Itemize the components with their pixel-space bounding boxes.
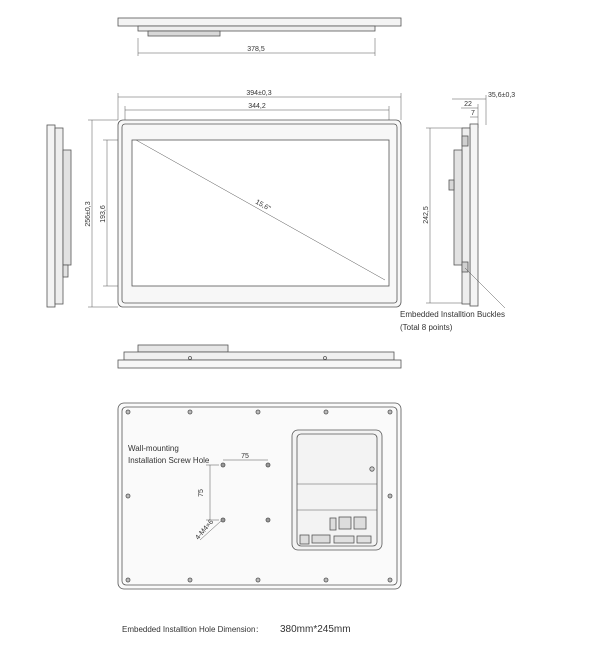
usb-port <box>330 518 336 530</box>
top-view-body <box>138 26 375 31</box>
buckle-top <box>462 136 468 146</box>
terminal-block-2 <box>357 536 371 543</box>
power-jack <box>300 535 309 544</box>
hole-spacing-v-label: 75 <box>198 489 205 497</box>
hole-dimension-caption: Embedded Installtion Hole Dimension： <box>122 625 264 634</box>
buckle-bottom <box>462 262 468 272</box>
top-view-bezel <box>118 18 401 26</box>
bottom-view <box>118 345 401 368</box>
rear-view <box>118 403 401 589</box>
screw-spec-label: 4-M4×6 <box>194 518 216 542</box>
com-port <box>312 535 330 543</box>
depth-b-label: 7 <box>471 110 475 117</box>
wall-note-line1: Wall-mounting <box>128 444 179 453</box>
top-width-label: 378,5 <box>247 46 265 53</box>
outer-width-label: 394±0,3 <box>246 90 272 97</box>
io-module <box>292 430 382 550</box>
depth-a-label: 22 <box>464 101 472 108</box>
top-view-connectors <box>148 31 220 36</box>
hole-spacing-h-label: 75 <box>241 453 249 460</box>
inner-width-label: 344,2 <box>248 103 266 110</box>
depth-total-label: 35,6±0,3 <box>488 92 516 99</box>
display-area <box>132 140 389 286</box>
buckles-note-line2: (Total 8 points) <box>400 323 453 332</box>
terminal-block-1 <box>334 536 354 543</box>
buckles-note-line1: Embedded Installtion Buckles <box>400 310 505 319</box>
lan-port-1 <box>339 517 351 529</box>
right-side-view <box>426 95 505 308</box>
hole-dimension-value: 380mm*245mm <box>280 624 351 635</box>
left-side-view <box>47 125 71 307</box>
outer-height-label: 256±0,3 <box>85 201 92 227</box>
diagonal-label: 15,6" <box>253 198 272 213</box>
bottom-view-bezel <box>118 360 401 368</box>
side-height-label: 242,5 <box>423 206 430 224</box>
lan-port-2 <box>354 517 366 529</box>
inner-height-label: 193,6 <box>100 205 107 223</box>
wall-note-line2: Installation Screw Hole <box>128 456 210 465</box>
front-view <box>88 93 401 307</box>
